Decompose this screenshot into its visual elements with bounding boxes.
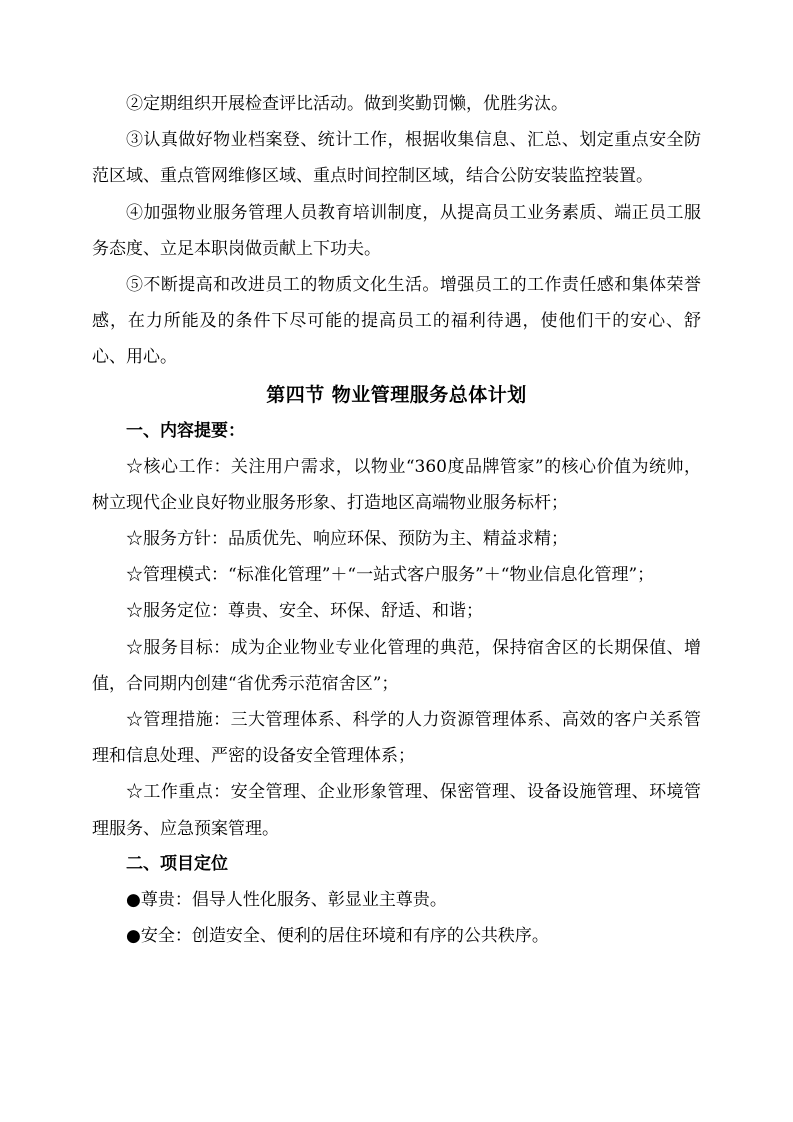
paragraph-archives: ③认真做好物业档案登、统计工作，根据收集信息、汇总、划定重点安全防范区域、重点管网维修区域、重点时间控制区域，结合公防安装监控装置。 — [92, 130, 701, 187]
summary-management-mode: ☆管理模式：“标准化管理”＋“一站式客户服务”＋“物业信息化管理”； — [126, 565, 655, 586]
positioning-dignity: ●尊贵：倡导人性化服务、彰显业主尊贵。 — [126, 889, 447, 910]
paragraph-inspection: ②定期组织开展检查评比活动。做到奖勤罚懒，优胜劣汰。 — [126, 94, 568, 114]
summary-service-policy: ☆服务方针：品质优先、响应环保、预防为主、精益求精； — [126, 529, 568, 550]
summary-work-focus: ☆工作重点：安全管理、企业形象管理、保密管理、设备设施管理、环境管理服务、应急预案管理。 — [92, 782, 701, 839]
summary-core-work: ☆核心工作：关注用户需求，以物业“360度品牌管家”的核心价值为统帅，树立现代企业良好物业服务形象、打造地区高端物业服务标杆； — [92, 456, 701, 513]
section-title: 第四节 物业管理服务总体计划 — [266, 383, 527, 406]
subsection-summary-title: 一、内容提要： — [126, 420, 245, 441]
paragraph-welfare: ⑤不断提高和改进员工的物质文化生活。增强员工的工作责任感和集体荣誉感，在力所能及的条件下尽可能的提高员工的福利待遇，使他们干的安心、舒心、用心。 — [92, 275, 701, 368]
subsection-positioning-title: 二、项目定位 — [126, 853, 228, 874]
summary-management-measures: ☆管理措施：三大管理体系、科学的人力资源管理体系、高效的客户关系管理和信息处理、严密的设备安全管理体系； — [92, 710, 701, 767]
positioning-safety: ●安全：创造安全、便利的居住环境和有序的公共秩序。 — [126, 926, 549, 947]
paragraph-training: ④加强物业服务管理人员教育培训制度，从提高员工业务素质、端正员工服务态度、立足本职岗做贡献上下功夫。 — [92, 202, 701, 259]
summary-service-positioning: ☆服务定位：尊贵、安全、环保、舒适、和谐； — [126, 601, 483, 622]
summary-service-goal: ☆服务目标：成为企业物业专业化管理的典范，保持宿舍区的长期保值、增值，合同期内创建“省优秀示范宿舍区”； — [92, 637, 701, 694]
